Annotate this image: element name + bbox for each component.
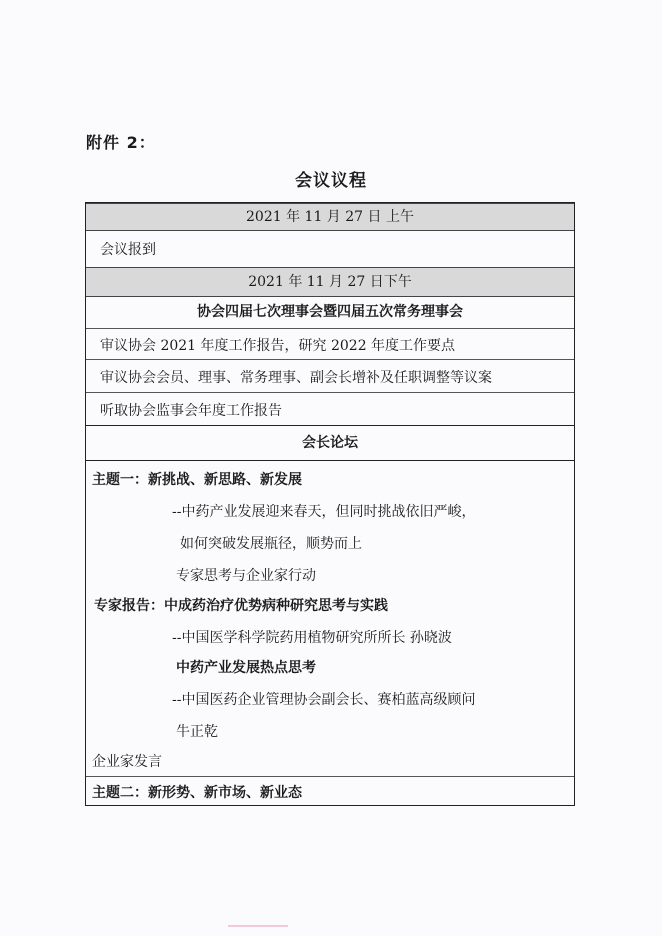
document-title: 会议议程 [295,171,367,191]
forum-body [86,461,574,775]
theme1-line: 专家思考与企业家行动 [176,568,316,584]
theme2-row [86,776,574,806]
council-meeting-title: 协会四届七次理事会暨四届五次常务理事会 [197,304,463,320]
theme2-label: 主题二：新形势、新市场、新业态 [92,785,302,801]
agenda-table [85,202,575,806]
council-item-text: 审议协会 2021 年度工作报告，研究 2022 年度工作要点 [100,338,456,354]
council-item-row [86,329,574,360]
registration-row [86,231,574,267]
council-item-row [86,360,574,393]
theme1-line: --中药产业发展迎来春天，但同时挑战依旧严峻， [172,504,476,520]
attachment-label: 附件 2： [86,133,156,152]
expert-report-label: 专家报告：中成药治疗优势病种研究思考与实践 [94,598,388,614]
council-meeting-row [86,297,574,329]
council-item-text: 听取协会监事会年度工作报告 [100,403,282,419]
council-item-row [86,393,574,426]
forum-title: 会长论坛 [302,435,358,451]
day1-afternoon-header [86,267,574,297]
entrepreneur-speech: 企业家发言 [92,754,162,770]
forum-title-row [86,426,574,461]
expert-line: --中国医学科学院药用植物研究所所长 孙晓波 [172,630,452,646]
expert-topic: 中药产业发展热点思考 [176,660,316,676]
expert-line: --中国医药企业管理协会副会长、赛柏蓝高级顾问 [172,692,476,708]
theme1-line: 如何突破发展瓶径，顺势而上 [180,536,362,552]
scan-mark [228,925,288,927]
registration-text: 会议报到 [100,242,156,258]
theme1-label: 主题一：新挑战、新思路、新发展 [92,472,302,488]
day1-morning-header [86,203,574,231]
council-item-text: 审议协会会员、理事、常务理事、副会长增补及任职调整等议案 [100,370,492,386]
day1-afternoon-header-text: 2021 年 11 月 27 日下午 [248,274,412,290]
day1-morning-header-text: 2021 年 11 月 27 日 上午 [246,209,414,225]
expert-line: 牛正乾 [176,724,218,740]
